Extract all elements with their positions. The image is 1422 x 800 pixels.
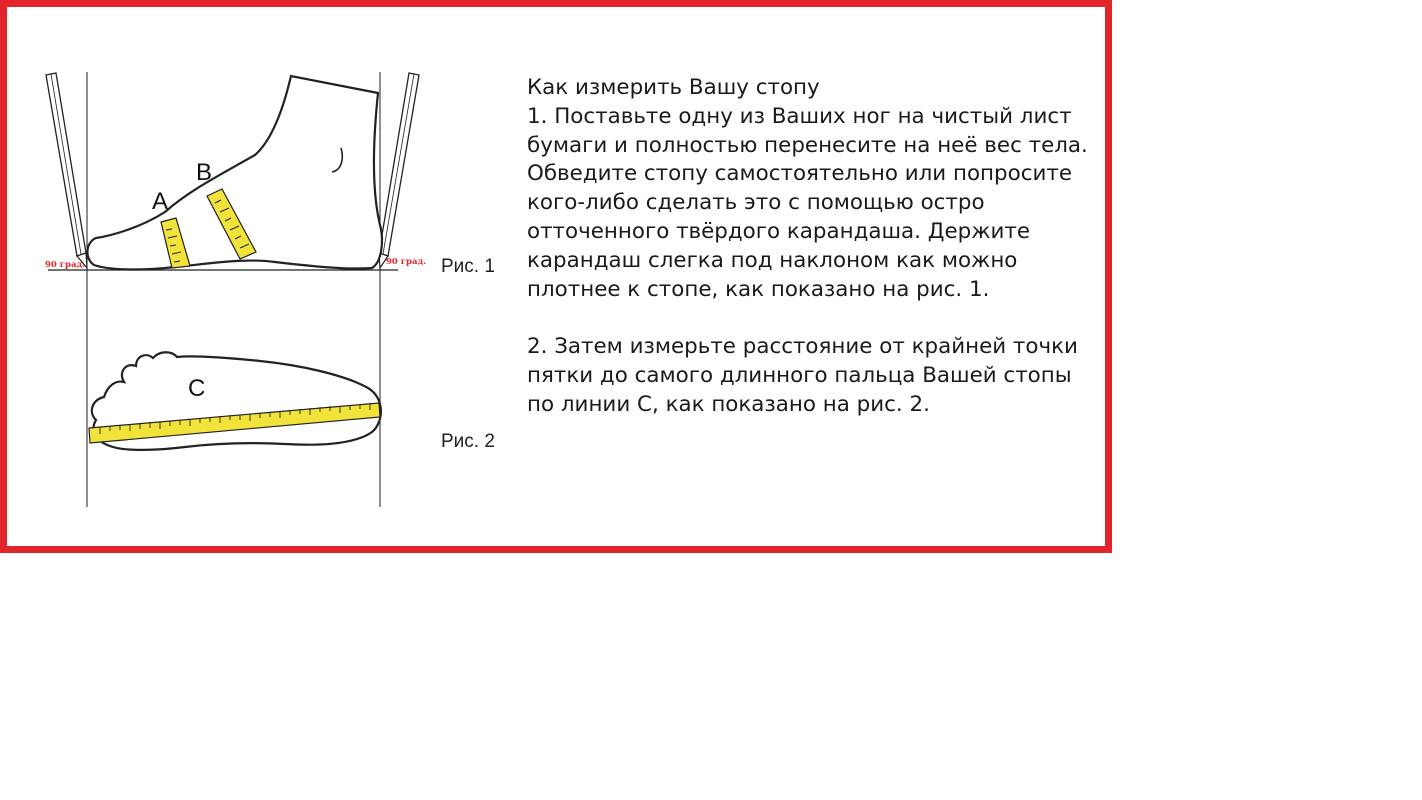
- instructions-title: Как измерить Вашу стопу: [527, 75, 820, 100]
- angle-label-left: 90 град.: [45, 260, 86, 270]
- label-b: B: [196, 159, 213, 186]
- right-pencil: [379, 73, 419, 268]
- instructions-step-1: 1. Поставьте одну из Ваших ног на чистый лист бумаги и полностью перенесите на неё вес тела. Обведите стопу самостоятельно или попросите кого-либо сделать это с помощью остро отточенного твёрдого карандаша. Держите карандаш слегка под наклоном как можно плотнее к стопе, как показано на рис. 1.: [527, 103, 1088, 302]
- instructions-step-2: 2. Затем измерьте расстояние от крайней точки пятки до самого длинного пальца Вашей стопы по линии С, как показано на рис. 2.: [527, 334, 1078, 417]
- angle-label-right: 90 град.: [386, 257, 427, 267]
- label-c: C: [188, 375, 206, 402]
- label-a: A: [152, 188, 169, 215]
- instructions-text: [527, 74, 1097, 420]
- fig1-caption: Рис. 1: [441, 256, 495, 277]
- left-pencil: [46, 73, 87, 268]
- fig2-caption: Рис. 2: [441, 431, 495, 452]
